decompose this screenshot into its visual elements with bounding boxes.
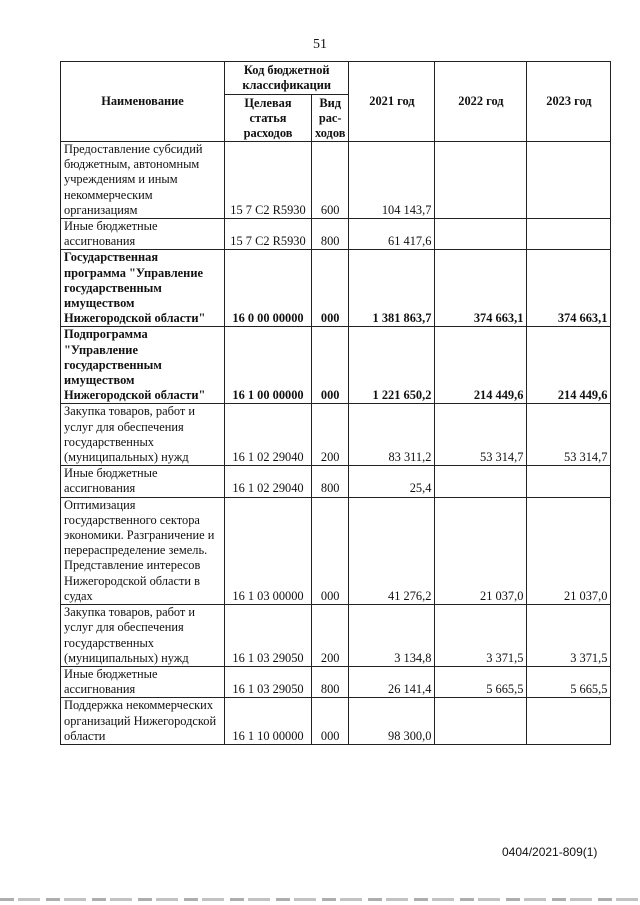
row-2021: 104 143,7 [349,142,435,219]
row-target-article: 16 1 03 29050 [225,666,312,697]
row-2023: 3 371,5 [527,605,611,667]
row-target-article: 16 1 03 29050 [225,605,312,667]
row-2021: 1 381 863,7 [349,250,435,327]
table-row [61,219,611,250]
row-2022: 214 449,6 [435,327,527,404]
scan-edge-artifact [0,898,640,901]
row-2022: 53 314,7 [435,404,527,466]
row-name: Подпрограмма "Управление государственным имуществом Нижегородской области" [61,327,225,404]
row-expense-type: 000 [312,327,349,404]
row-expense-type: 600 [312,142,349,219]
row-expense-type: 200 [312,404,349,466]
row-expense-type: 000 [312,250,349,327]
row-2021: 41 276,2 [349,497,435,604]
row-2022: 21 037,0 [435,497,527,604]
table-row [61,142,611,219]
row-target-article: 15 7 C2 R5930 [225,142,312,219]
row-target-article: 16 0 00 00000 [225,250,312,327]
row-expense-type: 800 [312,219,349,250]
row-expense-type: 800 [312,466,349,497]
table-row [61,605,611,667]
row-name: Закупка товаров, работ и услуг для обеспечения государственных (муниципальных) нужд [61,605,225,667]
row-2022: 3 371,5 [435,605,527,667]
row-target-article: 16 1 02 29040 [225,404,312,466]
row-name: Закупка товаров, работ и услуг для обеспечения государственных (муниципальных) нужд [61,404,225,466]
row-expense-type: 200 [312,605,349,667]
row-name: Предоставление субсидий бюджетным, автономным учреждениям и иным некоммерческим организациям [61,142,225,219]
row-2023: 53 314,7 [527,404,611,466]
row-2021: 1 221 650,2 [349,327,435,404]
row-expense-type: 800 [312,666,349,697]
row-name: Оптимизация государственного сектора экономики. Разграничение и перераспределение земель. Представление интересов Нижегородской области в судах [61,497,225,604]
row-target-article: 16 1 03 00000 [225,497,312,604]
row-expense-type: 000 [312,497,349,604]
table-row [61,497,611,604]
row-name: Поддержка некоммерческих организаций Нижегородской области [61,698,225,745]
row-2021: 26 141,4 [349,666,435,697]
row-2022 [435,219,527,250]
table-row [61,466,611,497]
header-code-group: Код бюджетной классификации [225,62,349,95]
row-2023 [527,219,611,250]
row-2022: 5 665,5 [435,666,527,697]
row-2021: 25,4 [349,466,435,497]
row-name: Иные бюджетные ассигнования [61,466,225,497]
row-2023: 21 037,0 [527,497,611,604]
header-2022: 2022 год [435,62,527,142]
header-target-article: Целевая статья расходов [225,95,312,142]
row-2023: 214 449,6 [527,327,611,404]
row-target-article: 15 7 C2 R5930 [225,219,312,250]
header-expense-type: Вид рас-ходов [312,95,349,142]
row-target-article: 16 1 02 29040 [225,466,312,497]
row-name: Государственная программа "Управление государственным имуществом Нижегородской области" [61,250,225,327]
table-row [61,666,611,697]
row-2021: 98 300,0 [349,698,435,745]
row-2021: 61 417,6 [349,219,435,250]
row-name: Иные бюджетные ассигнования [61,219,225,250]
table-row [61,698,611,745]
row-2021: 83 311,2 [349,404,435,466]
header-name: Наименование [61,62,225,142]
table-row [61,327,611,404]
row-expense-type: 000 [312,698,349,745]
row-2022: 374 663,1 [435,250,527,327]
row-2022 [435,466,527,497]
row-2023 [527,698,611,745]
row-2022 [435,698,527,745]
document-code: 0404/2021-809(1) [502,845,598,859]
page-number: 51 [313,37,327,52]
row-target-article: 16 1 00 00000 [225,327,312,404]
row-2022 [435,142,527,219]
table-row [61,404,611,466]
row-2023 [527,142,611,219]
row-name: Иные бюджетные ассигнования [61,666,225,697]
row-2021: 3 134,8 [349,605,435,667]
header-2023: 2023 год [527,62,611,142]
table-row [61,250,611,327]
row-2023: 5 665,5 [527,666,611,697]
row-target-article: 16 1 10 00000 [225,698,312,745]
budget-table [60,61,611,745]
row-2023 [527,466,611,497]
row-2023: 374 663,1 [527,250,611,327]
header-2021: 2021 год [349,62,435,142]
